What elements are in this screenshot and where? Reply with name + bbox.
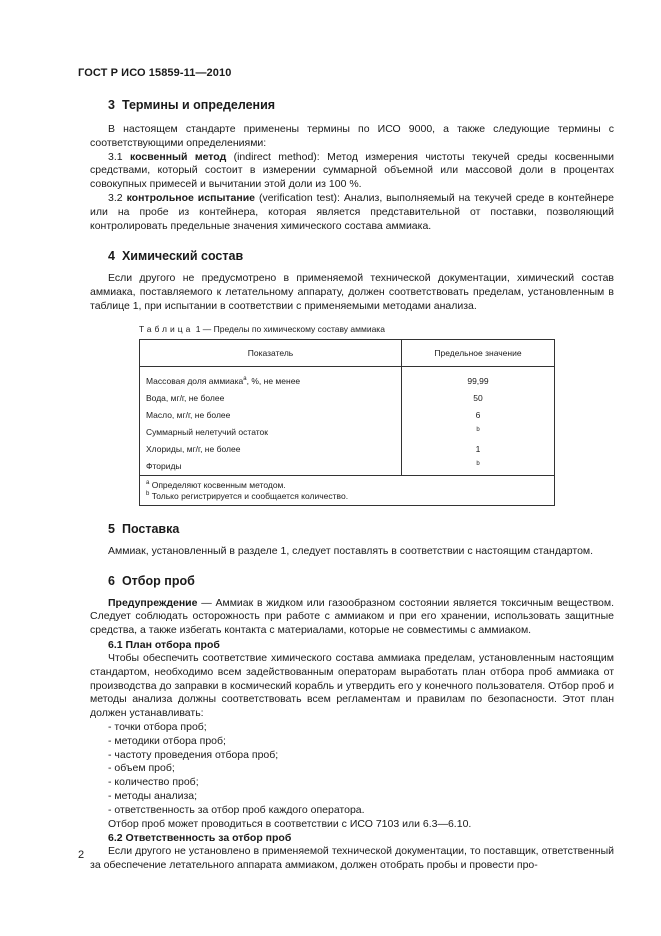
row-value <box>401 458 554 476</box>
term-number: 3.1 <box>108 150 123 163</box>
footnote-mark: b <box>146 490 150 497</box>
row-value: 50 <box>401 390 554 407</box>
ammonia-limits-table <box>139 339 555 506</box>
list-item: - точки отбора проб; <box>108 720 207 733</box>
term-definition: (verification test): Анализ, выполняемый на текучей среде в контейнере или на пробе из контейнера, которая является представительной от поставки, позволяющий контролировать предельные значения химического состава аммиака. <box>90 191 614 232</box>
page-number: 2 <box>78 849 85 861</box>
table-row <box>140 390 555 407</box>
warning-label: Предупреждение <box>108 596 198 609</box>
table-caption <box>139 324 614 334</box>
table-header-row <box>140 339 555 366</box>
term-3-2 <box>90 192 614 233</box>
section-title: Химический состав <box>121 249 244 264</box>
sampling-plan-list <box>90 721 614 818</box>
table-notes <box>140 475 555 505</box>
footnote-mark: a <box>243 376 247 383</box>
row-name: Фториды <box>140 458 402 476</box>
warning-text: — Аммиак в жидком или газообразном состоянии является токсичным веществом. Следует соблюдать осторожность при работе с аммиаком и при его хранении, использовать защитные средства, а также избегать контакта с материалами, которые не совместимы с аммиаком. <box>90 596 614 637</box>
section-title: Термины и определения <box>121 98 276 112</box>
section-3-heading <box>90 98 614 112</box>
row-value <box>401 424 554 441</box>
section-number: 6 <box>108 573 115 588</box>
row-value: 6 <box>401 407 554 424</box>
list-item: - объем проб; <box>108 762 175 775</box>
warning-paragraph <box>90 597 614 638</box>
document-header: ГОСТ Р ИСО 15859-11—2010 <box>78 67 232 79</box>
list-item: - методы анализа; <box>108 789 198 802</box>
table-row <box>140 366 555 390</box>
table-row <box>140 441 555 458</box>
table-notes-row <box>140 475 555 505</box>
list-item: - частоту проведения отбора проб; <box>108 748 279 761</box>
main-content <box>90 98 614 873</box>
table-row <box>140 407 555 424</box>
note-text: Только регистрируется и сообщается количество. <box>149 490 349 501</box>
section-title: Поставка <box>121 521 180 536</box>
table-row <box>140 424 555 441</box>
row-name: Вода, мг/г, не более <box>140 390 402 407</box>
footnote-mark: b <box>476 461 480 468</box>
section-3-intro: В настоящем стандарте применены термины по ИСО 9000, а также следующие термины с соответствующими определениями: <box>90 123 614 149</box>
table-row <box>140 458 555 476</box>
caption-text: 1 — Пределы по химическому составу аммиака <box>193 323 385 334</box>
footnote-mark: a <box>146 479 150 486</box>
term-number: 3.2 <box>108 191 123 204</box>
row-value: 99,99 <box>401 366 554 390</box>
section-6-heading <box>90 574 614 588</box>
col-header-indicator: Показатель <box>140 339 402 366</box>
footnote-mark: b <box>476 427 480 434</box>
note-a <box>146 480 548 491</box>
section-4-heading <box>90 249 614 263</box>
section-5-text: Аммиак, установленный в разделе 1, следует поставлять в соответствии с настоящим стандартом. <box>108 544 594 557</box>
section-5-heading <box>90 522 614 536</box>
row-name-tail: , %, не менее <box>246 376 301 387</box>
row-name: Хлориды, мг/г, не более <box>140 441 402 458</box>
row-name: Суммарный нелетучий остаток <box>140 424 402 441</box>
note-b <box>146 491 548 502</box>
row-name: Масло, мг/г, не более <box>140 407 402 424</box>
subsection-6-2-text: Если другого не установлено в применяемой технической документации, то поставщик, ответственный за обеспечение летательного аппарата аммиаком, должен отобрать пробы и провести про- <box>90 845 614 872</box>
row-name <box>140 366 402 390</box>
section-number: 3 <box>108 98 115 112</box>
note-text: Определяют косвенным методом. <box>149 479 286 490</box>
row-name-text: Массовая доля аммиака <box>146 376 244 387</box>
term-name: контрольное испытание <box>126 191 256 204</box>
term-3-1 <box>90 151 614 192</box>
list-item: - ответственность за отбор проб каждого оператора. <box>108 803 365 816</box>
subsection-6-2-heading: 6.2 Ответственность за отбор проб <box>108 832 292 845</box>
col-header-limit: Предельное значение <box>401 339 554 366</box>
subsection-6-1-heading: 6.1 План отбора проб <box>108 638 220 651</box>
term-name: косвенный метод <box>129 150 227 163</box>
section-4-text: Если другого не предусмотрено в применяемой технической документации, химический состав аммиака, поставляемого к летательному аппарату, должен соответствовать пределам, установленным в таблице 1, при испытании в соответствии с применяемыми методами анализа. <box>90 272 614 312</box>
row-value: 1 <box>401 441 554 458</box>
caption-label: Таблица <box>139 323 194 334</box>
section-title: Отбор проб <box>121 573 195 588</box>
subsection-6-1-note: Отбор проб может проводиться в соответствии с ИСО 7103 или 6.3—6.10. <box>108 817 472 830</box>
list-item: - методики отбора проб; <box>108 734 226 747</box>
subsection-6-1-text: Чтобы обеспечить соответствие химического состава аммиака пределам, установленным настоящим стандартом, необходимо всем задействованным операторам выработать план отбора проб аммиака от производства до заправки в космический корабль и утвердить его у конечного пользователя. Отбор проб и методы анализа должны соответствовать всем регламентам и правилам по безопасности. Этот план должен устанавливать: <box>90 651 614 720</box>
term-definition: (indirect method): Метод измерения чистоты текучей среды косвенными средствами, который состоит в измерении суммарной объемной или массовой доли в процентах совокупных примесей и вычитании этой доли из 100 %. <box>90 150 614 191</box>
section-number: 4 <box>108 249 115 264</box>
list-item: - количество проб; <box>108 776 199 789</box>
section-number: 5 <box>108 521 115 536</box>
